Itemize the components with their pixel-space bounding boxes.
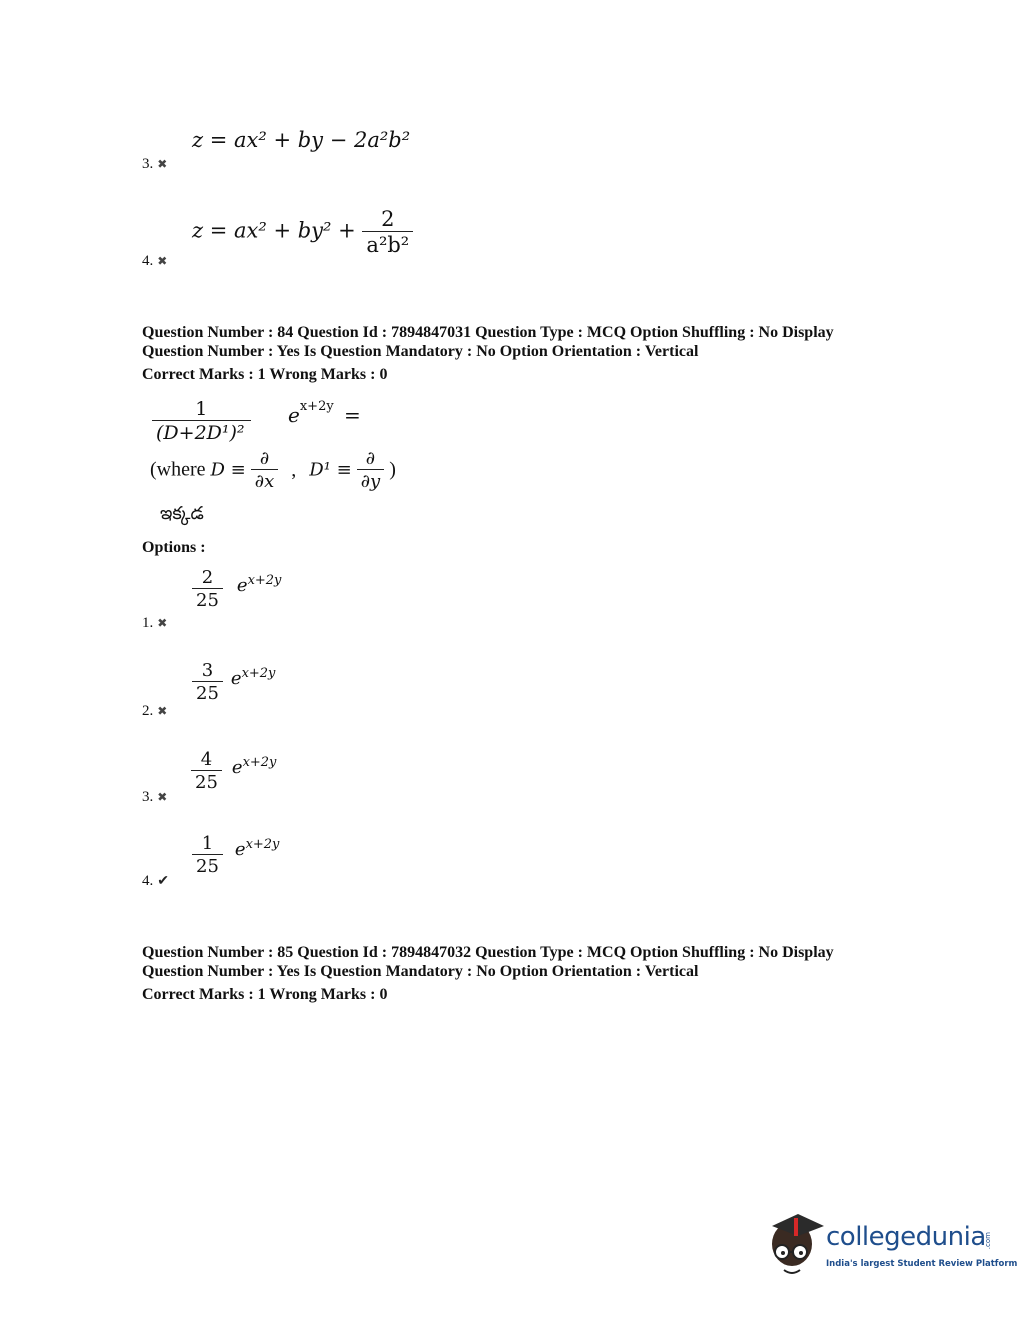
fraction: $\frac{2}{\text{a²b²}}$ xyxy=(362,207,413,257)
collegedunia-logo xyxy=(764,1208,1018,1284)
q84-meta-line2: Question Number : Yes Is Question Mandatory : No Option Orientation : Vertical xyxy=(142,343,699,360)
prev-option-3-expression: z = ax² + by − 2a²b² xyxy=(192,128,411,152)
wrong-mark-icon: ✖ xyxy=(157,704,168,718)
q84-meta xyxy=(142,323,834,384)
option-number: 4. xyxy=(142,253,154,269)
q84-option-1 xyxy=(142,614,167,632)
logo-suffix: .com xyxy=(984,1232,992,1250)
option-number: 1. xyxy=(142,615,154,631)
q84-option-2 xyxy=(142,702,167,720)
q84-option-3-expression: $\frac{4}{25}$ $e^{x+2y}$ xyxy=(191,749,276,793)
logo-brand: collegedunia xyxy=(826,1222,986,1252)
q85-meta xyxy=(142,943,834,1004)
q84-where-clause: (where D ≡ $\frac{\partial}{\partial x}$ , D¹ ≡ $\frac{\partial}{\partial y}$ ) xyxy=(150,448,396,492)
q85-meta-line3: Correct Marks : 1 Wrong Marks : 0 xyxy=(142,986,388,1003)
q84-option-3 xyxy=(142,788,167,806)
q84-option-4 xyxy=(142,872,169,890)
options-label: Options : xyxy=(142,539,206,556)
q84-stem-fraction: $\frac{1}{\text{(D+2D¹)²}}$ xyxy=(152,398,251,444)
wrong-mark-icon: ✖ xyxy=(157,790,168,804)
wrong-mark-icon: ✖ xyxy=(157,254,168,268)
q84-meta-line1: Question Number : 84 Question Id : 7894847031 Question Type : MCQ Option Shuffling : No Display xyxy=(142,324,834,341)
option-number: 4. xyxy=(142,873,154,889)
prev-option-4-expression: z = ax² + by² + $\frac{2}{\text{a²b²}}$ xyxy=(192,207,413,257)
check-mark-icon: ✔ xyxy=(157,874,169,889)
option-number: 2. xyxy=(142,703,154,719)
prev-option-4 xyxy=(142,252,167,270)
wrong-mark-icon: ✖ xyxy=(157,616,168,630)
logo-tagline: India's largest Student Review Platform xyxy=(826,1259,1018,1269)
option-number: 3. xyxy=(142,789,154,805)
q84-option-2-expression: $\frac{3}{25}$ $e^{x+2y}$ xyxy=(192,660,275,704)
option-number: 3. xyxy=(142,156,154,172)
q84-option-1-expression: $\frac{2}{25}$ $e^{x+2y}$ xyxy=(192,567,281,611)
partial-y-fraction: $\frac{\partial}{\partial y}$ xyxy=(357,448,384,492)
prev-option-3 xyxy=(142,155,167,173)
q85-meta-line1: Question Number : 85 Question Id : 7894847032 Question Type : MCQ Option Shuffling : No Display xyxy=(142,944,834,961)
q84-meta-line3: Correct Marks : 1 Wrong Marks : 0 xyxy=(142,366,388,383)
q84-telugu-text: ఇక్కడ xyxy=(160,503,204,524)
mascot-icon xyxy=(764,1208,828,1280)
q85-meta-line2: Question Number : Yes Is Question Mandatory : No Option Orientation : Vertical xyxy=(142,963,699,980)
q84-option-4-expression: $\frac{1}{25}$ $e^{x+2y}$ xyxy=(192,833,279,877)
partial-x-fraction: $\frac{\partial}{\partial x}$ xyxy=(251,448,278,492)
wrong-mark-icon: ✖ xyxy=(157,157,168,171)
q84-stem-exponential: $e^{x+2y}$ = xyxy=(288,399,361,427)
